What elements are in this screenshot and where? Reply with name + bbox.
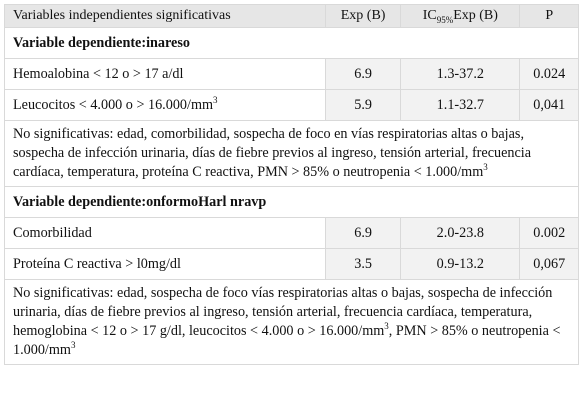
row-exp: 6.9 xyxy=(325,218,400,249)
row-exp: 5.9 xyxy=(325,90,400,121)
non-significant-note xyxy=(5,121,579,187)
row-ic: 2.0-23.8 xyxy=(401,218,520,249)
row-label-text: Proteína C reactiva > l0mg/dl xyxy=(13,255,181,272)
header-ic xyxy=(401,5,520,28)
row-label-text: Leucocitos < 4.000 o > 16.000/mm xyxy=(13,96,214,113)
non-significant-note xyxy=(5,280,579,365)
header-ic-suffix: Exp (B) xyxy=(453,8,498,23)
row-ic: 1.1-32.7 xyxy=(401,90,520,121)
row-label xyxy=(5,249,326,280)
row-ic: 1.3-37.2 xyxy=(401,59,520,90)
header-ic-prefix: IC xyxy=(422,8,437,23)
note-superscript: 3 xyxy=(483,162,488,172)
note-row xyxy=(5,121,579,187)
row-p: 0,041 xyxy=(520,90,579,121)
note-text: No significativas: edad, sospecha de foco vías respiratorias altas o bajas, sospecha de infección urinaria, días de fiebre previos al ingreso, tensión arterial, frecuencia cardíaca, temperatura, hemoglobina < 12 o > 17 g/dl, leucocitos < 4.000 o > 16.000/mm xyxy=(13,285,553,339)
row-exp: 6.9 xyxy=(325,59,400,90)
table-row xyxy=(5,90,579,121)
section-title-row xyxy=(5,187,579,218)
section-title: Variable dependiente:inareso xyxy=(5,28,579,59)
table-row xyxy=(5,218,579,249)
row-label-text: Hemoalobina < 12 o > 17 a/dl xyxy=(13,65,184,82)
row-p: 0.002 xyxy=(520,218,579,249)
row-p: 0.024 xyxy=(520,59,579,90)
header-p: P xyxy=(520,5,579,28)
note-text: No significativas: edad, comorbilidad, sospecha de foco en vías respiratorias altas o bajas, sospecha de infección urinaria, días de fiebre previos al ingreso, tensión arterial, frecuencia cardíaca, temperatura, proteína C reactiva, PMN > 85% o neutropenia < 1.000/mm xyxy=(13,126,532,180)
note-superscript-2: 3 xyxy=(70,340,76,350)
header-exp: Exp (B) xyxy=(325,5,400,28)
header-variables: Variables independientes significativas xyxy=(5,5,326,28)
note-tail: , PMN > 85% o neutropenia < 1.000/mm xyxy=(13,323,561,358)
row-label xyxy=(5,90,326,121)
table-row xyxy=(5,59,579,90)
section-title-row xyxy=(5,28,579,59)
section-title: Variable dependiente:onformoHarl nravp xyxy=(5,187,579,218)
row-p: 0,067 xyxy=(520,249,579,280)
row-ic: 0.9-13.2 xyxy=(401,249,520,280)
header-ic-subscript: 95% xyxy=(436,15,454,25)
row-label xyxy=(5,218,326,249)
note-superscript: 3 xyxy=(384,321,389,331)
table-row xyxy=(5,249,579,280)
regression-table xyxy=(4,4,579,365)
row-label-superscript: 3 xyxy=(213,94,218,105)
note-row xyxy=(5,280,579,365)
row-exp: 3.5 xyxy=(325,249,400,280)
table-header-row xyxy=(5,5,579,28)
row-label-text: Comorbilidad xyxy=(13,224,92,241)
row-label xyxy=(5,59,326,90)
